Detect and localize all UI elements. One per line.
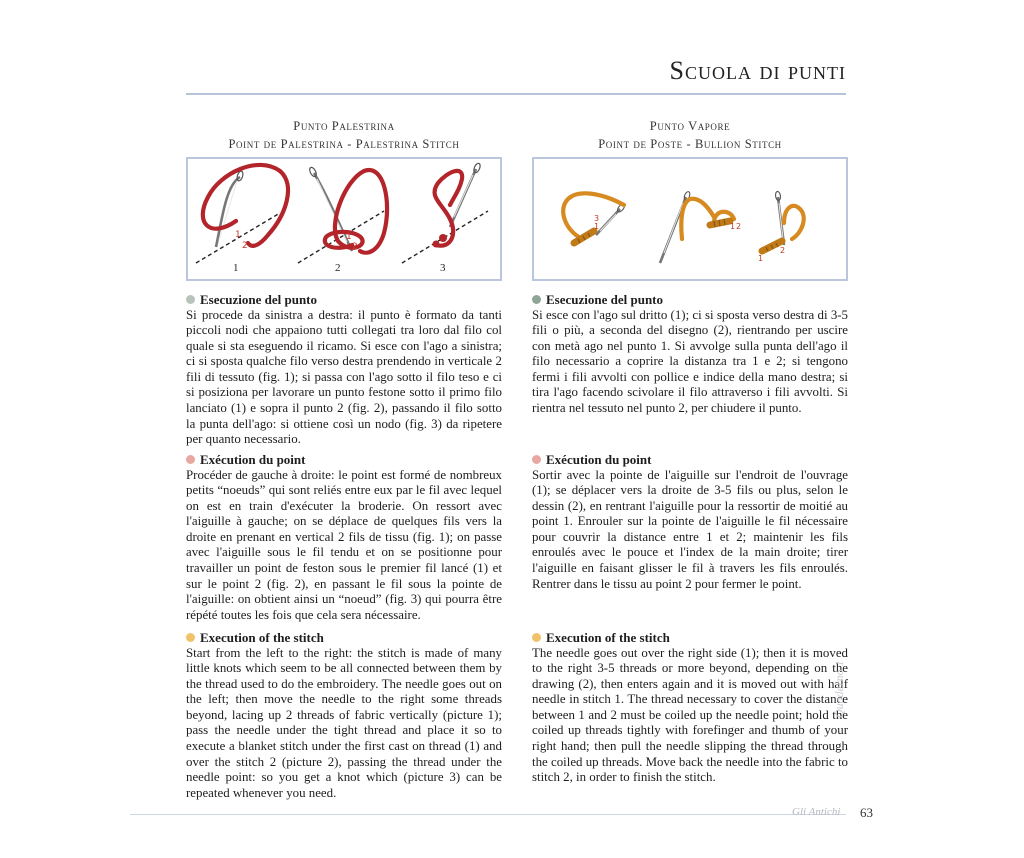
stitch-heading	[186, 117, 502, 153]
section-text: Sortir avec la pointe de l'aiguille sur l'endroit de l'ouvrage (1); se déplacer vers la droite de 3-5 fils ou plus, selon le dessin (2), en rentrant l'aiguille pour la ressortir de moitié au point 1. Enrouler sur la pointe de l'aiguille le fil nécessaire pour couvrir la distance entre 1 et 2; maintenir les fils enroulés avec le pouce et l'index de la main droite; tirer l'aiguille en faisant glisser le fil à travers les fils enroulés. Rentrer dans le tissu au point 2 pour fermer le point.	[532, 467, 848, 591]
page-number: 63	[860, 805, 873, 820]
stitch-translations: Point de Palestrina - Palestrina Stitch	[228, 137, 460, 151]
instructions-french	[532, 452, 848, 592]
section-title-text: Esecuzione del punto	[200, 292, 318, 307]
section-title-text: Execution of the stitch	[546, 630, 670, 645]
section-text: Start from the left to the right: the stitch is made of many little knots which seem to be all connected between them by the thread used to do the embroidery. The needle goes out on the left; then move the needle to the right some threads beyond, lacing up 2 threads of fabric vertically (picture 1); pass the needle under the tight thread and place it so to execute a blanket stitch under the first cast on thread (1) and over the stitch 2 (picture 2), passing the thread under the needle point: so you get a knot which (picture 3) can be repeated whenever you need.	[186, 645, 502, 800]
stitch-name: Punto Palestrina	[293, 119, 395, 133]
stitch-heading	[532, 117, 848, 153]
figure-step-2	[298, 166, 387, 274]
instructions-italian	[186, 292, 502, 448]
point-mark: 2	[736, 222, 742, 231]
point-mark: 3	[594, 214, 600, 223]
stitch-translations: Point de Poste - Bullion Stitch	[598, 137, 782, 151]
section-title	[186, 452, 502, 468]
figure-label: 1	[233, 262, 239, 274]
section-title-text: Exécution du point	[546, 452, 652, 467]
section-text: The needle goes out over the right side (1); then it is moved to the right 3-5 threads or more beyond, depending on the drawing (2), then enters again and it is moved out with half needle in stitch 1. The thread necessary to cover the distance between 1 and 2 must be coiled up the needle point; hold the coiled up threads tightly with forefinger and thumb of your right hand; then pull the needle slipping the thread through the coiled up threads. Move back the needle into the fabric to stitch 2, in order to finish the stitch.	[532, 645, 848, 785]
section-title	[532, 630, 848, 646]
point-mark: 2	[242, 241, 248, 251]
point-mark: 1	[346, 232, 352, 242]
bullet-dot-icon	[186, 633, 195, 642]
section-title-text: Esecuzione del punto	[546, 292, 664, 307]
bullet-dot-icon	[186, 295, 195, 304]
section-text: Si esce con l'ago sul dritto (1); ci si sposta verso destra di 3-5 fili o più, a seconda del disegno (2), rientrando per uscire con metà ago nel punto 1. Si avvolge sulla punta dell'ago il filo necessario a coprire la distanza tra 1 e 2; si tengono fermi i fili avvolti con pollice e indice della mano destra; si tira l'ago facendo scivolare il filo attraverso i fili avvolti. Si rientra nel tessuto nel punto 2, per chiudere il punto.	[532, 307, 848, 416]
page-title: Scuola di punti	[669, 56, 846, 85]
point-mark: 1	[758, 254, 764, 263]
point-mark: 1	[594, 222, 600, 231]
figure-label: 2	[335, 262, 341, 274]
point-mark: 2	[780, 246, 786, 255]
section-title-text: Exécution du point	[200, 452, 306, 467]
bullet-dot-icon	[532, 295, 541, 304]
figure-step-1	[196, 165, 288, 274]
header-divider	[186, 93, 846, 95]
bullet-dot-icon	[532, 633, 541, 642]
section-text: Procéder de gauche à droite: le point est formé de nombreux petits “noeuds” qui sont reliés entre eux par le fil avec lequel on est en train d'exécuter la broderie. On ressort avec l'aiguille à gauche; on se déplace de quelques fils vers la droite en prenant en vertical 2 fils de tissu (fig. 1); on passe avec l'aiguille sous le fil tendu et on se positionne pour travailler un point de feston sous le premier fil lancé (1) et sur le point 2 (fig. 2), en passant le fil sous la pointe de l'aiguille: on obtient ainsi un “noeud” (fig. 3) qui pourra être répété toutes les fois que cela sera nécessaire.	[186, 467, 502, 622]
instructions-french	[186, 452, 502, 623]
section-title-text: Execution of the stitch	[200, 630, 324, 645]
figure-label: 3	[440, 262, 446, 274]
bullet-dot-icon	[186, 455, 195, 464]
section-text: Si procede da sinistra a destra: il punto è formato da tanti piccoli nodi che appaiono tutti collegati tra loro dal filo col quale si sta eseguendo il ricamo. Si esce con l'ago a sinistra; ci si sposta qualche filo verso destra prendendo in verticale 2 fili di tessuto (fig. 1); si passa con l'ago sotto il filo teso e ci si posiziona per lavorare un punto festone sotto il primo filo lanciato (1) e sopra il punto 2 (fig. 2), passando il filo sotto la punta dell'ago: si ottiene così un nodo (fig. 3) da ripetere per quanto necessario.	[186, 307, 502, 447]
palestrina-stitch-figure	[186, 157, 502, 281]
section-title	[532, 452, 848, 468]
section-title	[186, 630, 502, 646]
figure-step-3	[402, 162, 488, 274]
section-title	[186, 292, 502, 308]
instructions-english	[186, 630, 502, 801]
stitch-name: Punto Vapore	[649, 119, 731, 133]
brand-signature: Gli Antichi	[792, 806, 841, 818]
point-mark: 1	[730, 222, 736, 231]
footer-divider	[130, 814, 846, 815]
figure-step-1	[563, 193, 626, 243]
instructions-italian	[532, 292, 848, 417]
point-mark: 2	[352, 242, 358, 252]
bullion-stitch-figure	[532, 157, 848, 281]
section-title	[532, 292, 848, 308]
bullet-dot-icon	[532, 455, 541, 464]
figure-step-2	[660, 191, 741, 263]
instructions-english	[532, 630, 848, 786]
series-watermark: Quaderno 1	[832, 660, 846, 718]
point-mark: 1	[235, 230, 241, 240]
figure-step-3	[758, 191, 804, 263]
